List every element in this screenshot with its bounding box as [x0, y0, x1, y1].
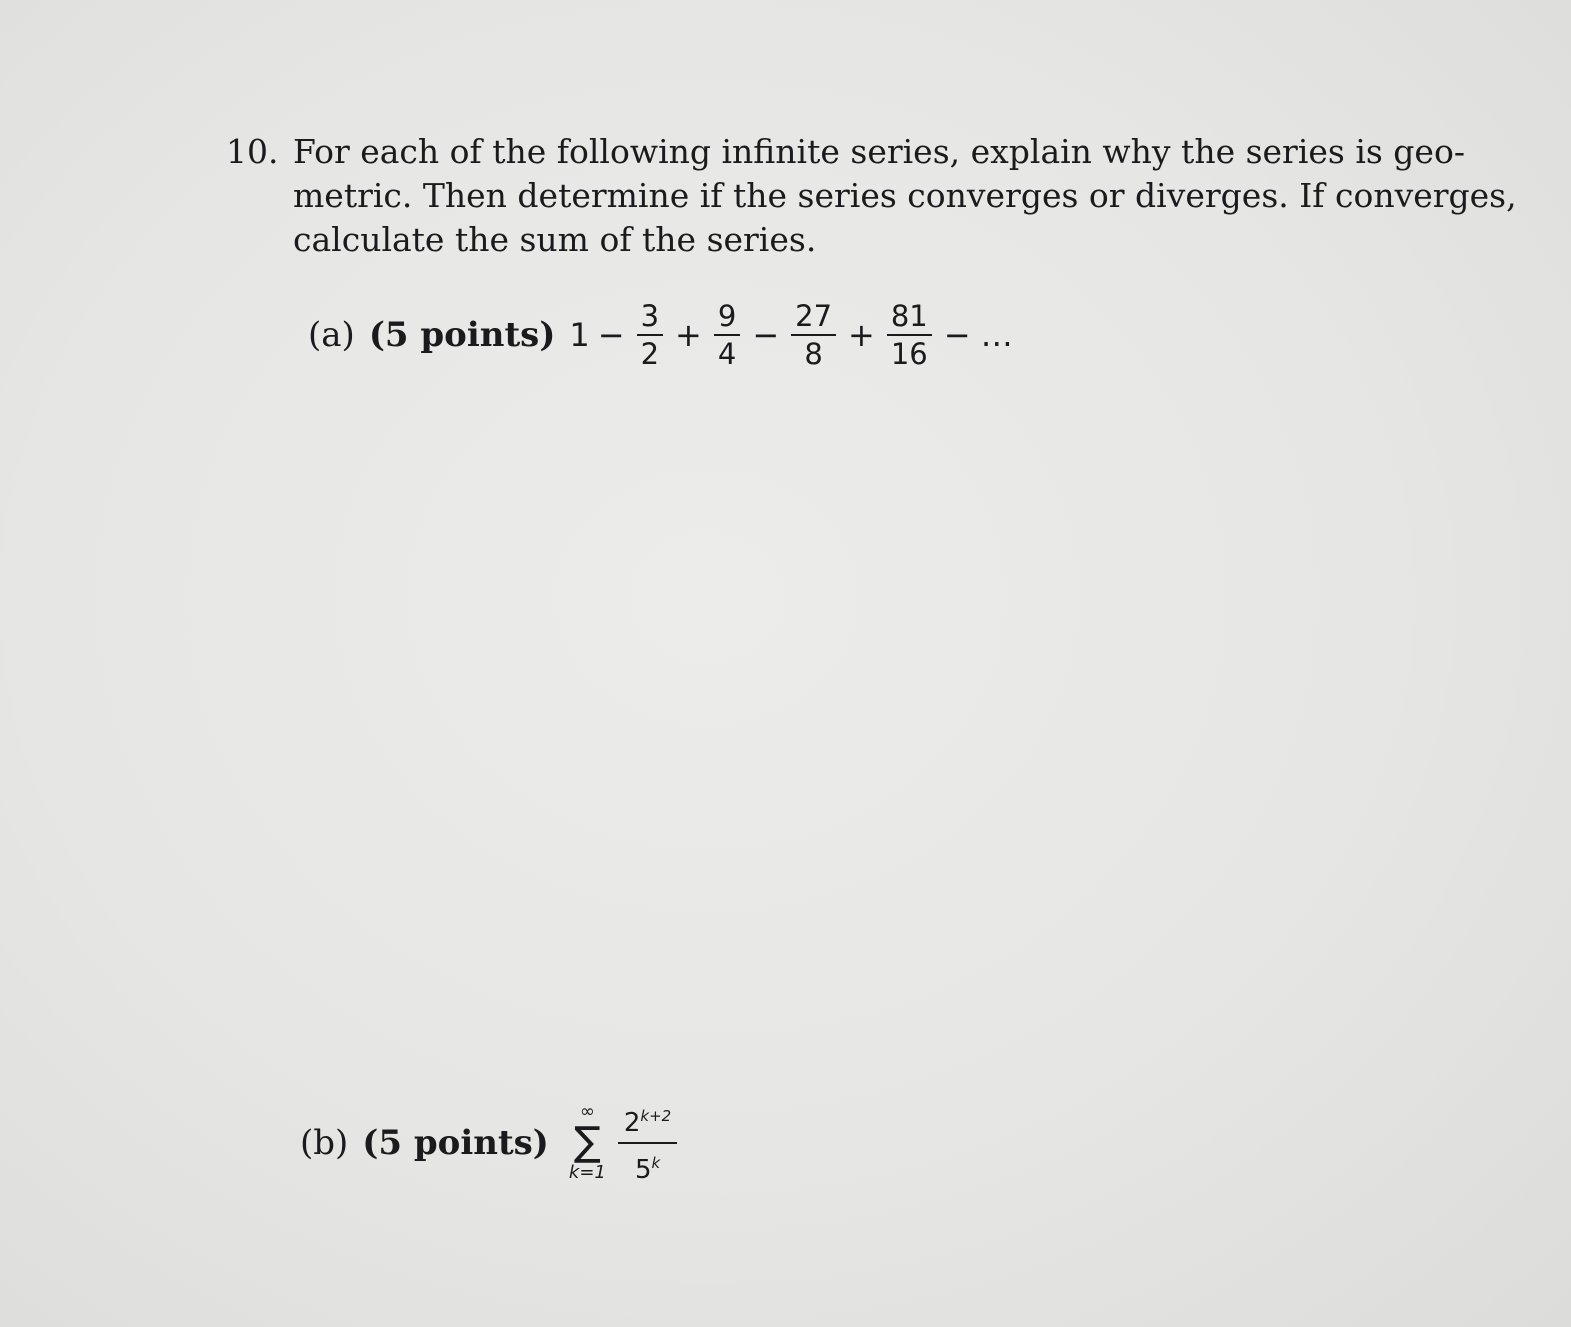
part-b-label: (b) [300, 1123, 349, 1163]
summation [569, 1102, 606, 1184]
fraction-bar [887, 334, 932, 336]
summand-fraction [618, 1099, 677, 1187]
operator: + [675, 316, 702, 354]
numerator: 81 [890, 299, 928, 333]
numerator-base: 2 [623, 1108, 641, 1138]
denominator [635, 1146, 660, 1187]
fraction-bar [637, 334, 663, 336]
question-number: 10. [226, 132, 279, 171]
numerator: 27 [795, 299, 833, 333]
denominator: 8 [804, 337, 823, 371]
sum-upper-limit: ∞ [579, 1101, 595, 1122]
sum-lower-limit: k=1 [568, 1162, 606, 1183]
part-a [308, 290, 1021, 380]
first-term: 1 [569, 316, 590, 354]
prompt-line: calculate the sum of the series. [293, 220, 817, 259]
denominator-base: 5 [634, 1155, 652, 1185]
operator: − [597, 316, 625, 354]
part-b-points: (5 points) [362, 1123, 549, 1163]
operator: − [752, 316, 780, 354]
operator-ellipsis: − … [943, 316, 1013, 354]
fraction-bar [714, 334, 740, 336]
numerator: 3 [640, 299, 660, 333]
fraction [887, 299, 932, 371]
fraction [791, 299, 836, 371]
denominator-exponent: k [651, 1154, 661, 1172]
sigma-symbol: ∑ [573, 1119, 601, 1165]
prompt-line: metric. Then determine if the series converges or diverges. If converges, [293, 176, 1517, 215]
fraction-bar [791, 334, 836, 336]
numerator-exponent: k+2 [640, 1107, 672, 1125]
fraction [637, 299, 663, 371]
fraction [714, 299, 740, 371]
question-prompt [293, 130, 1517, 262]
part-b [300, 1088, 677, 1198]
numerator: 9 [717, 299, 737, 333]
operator: + [848, 316, 875, 354]
prompt-line: For each of the following infinite series, explain why the series is geo- [293, 132, 1465, 171]
part-a-label: (a) [308, 315, 355, 355]
denominator: 4 [717, 337, 737, 371]
numerator [618, 1099, 677, 1140]
denominator: 16 [890, 337, 928, 371]
denominator: 2 [640, 337, 660, 371]
fraction-bar [618, 1142, 677, 1144]
part-a-points: (5 points) [368, 315, 556, 355]
